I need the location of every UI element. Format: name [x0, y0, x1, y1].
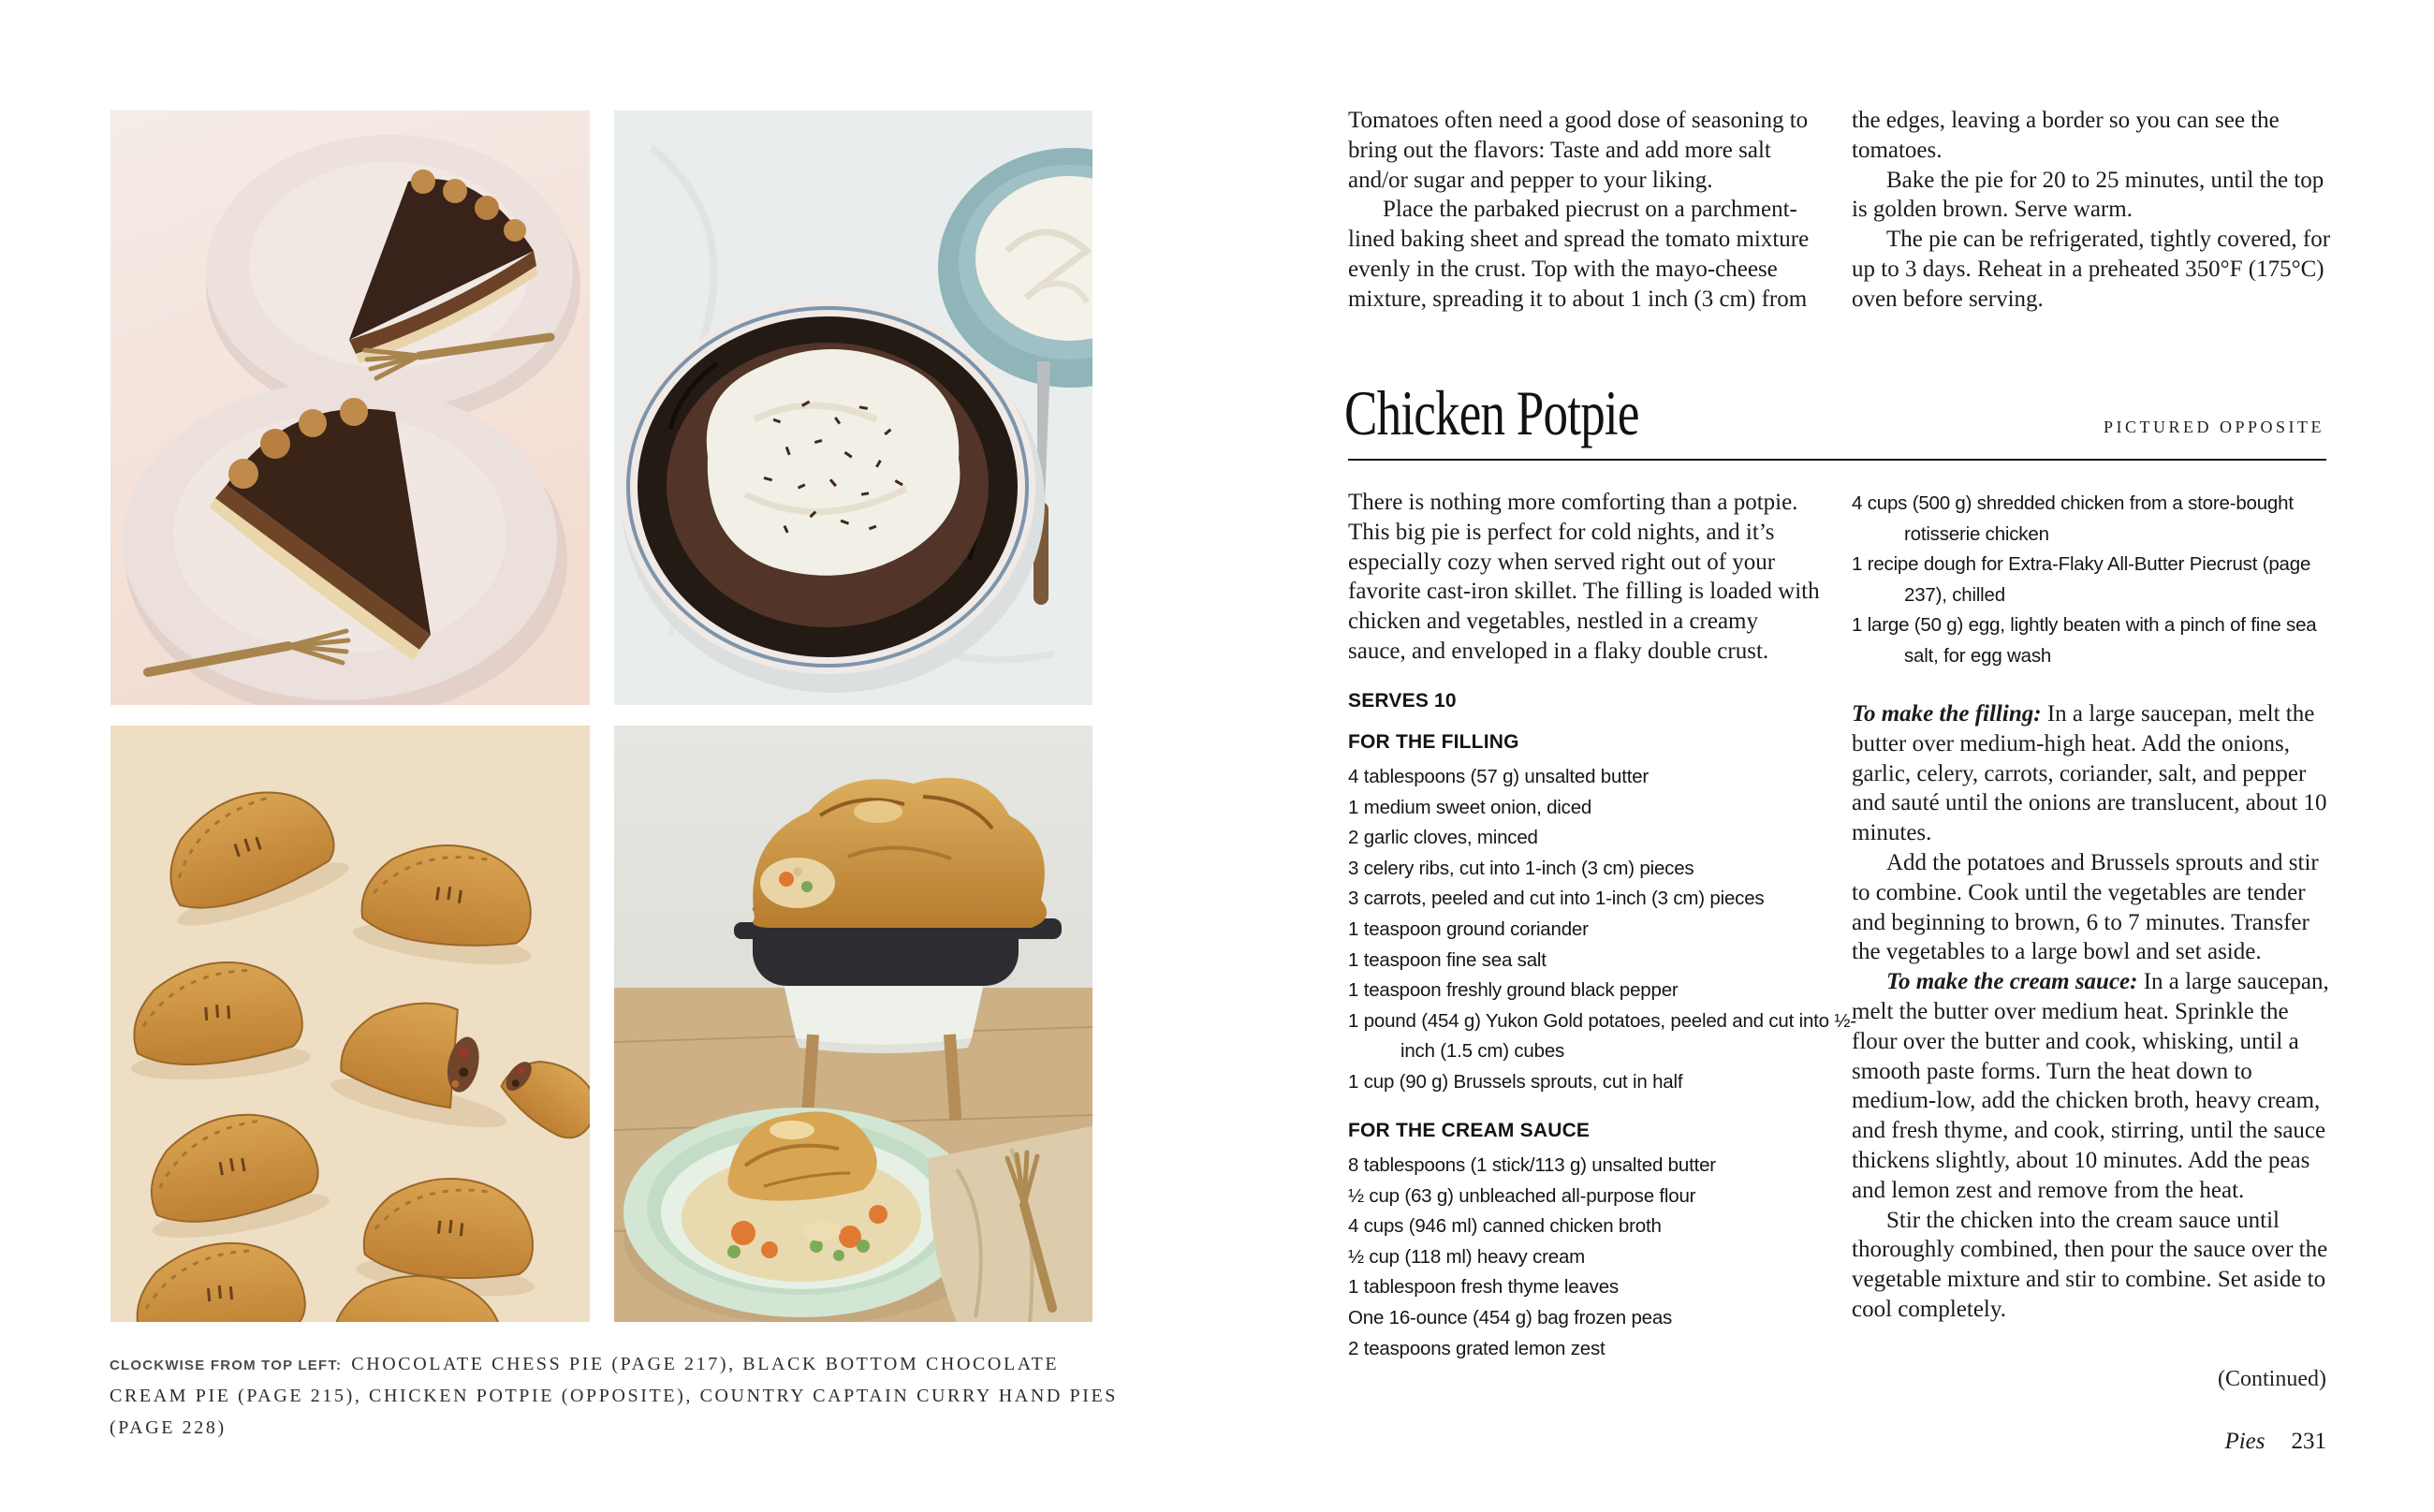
ingredient-item: ½ cup (63 g) unbleached all-purpose flour [1348, 1184, 1696, 1207]
photo-curry-hand-pies [110, 726, 590, 1322]
hand-pies-illustration [110, 726, 590, 1322]
method-steps [1852, 699, 2339, 1325]
ingredient-item: 1 medium sweet onion, diced [1348, 796, 1592, 818]
pie [620, 300, 1035, 674]
continued-note: (Continued) [2218, 1367, 2326, 1391]
serves-label: SERVES 10 [1348, 690, 1457, 712]
paragraph: Tomatoes often need a good dose of seasoning to bring out the flavors: Taste and add more salt and/or sugar and pepper to your liking. [1348, 108, 1809, 193]
caption-text: CHOCOLATE CHESS PIE (PAGE 217), BLACK BOTTOM CHOCOLATE CREAM PIE (PAGE 215), CHICKEN POTPIE (OPPOSITE), COUNTRY CAPTAIN CURRY HAND PIES (PAGE 228) [110, 1354, 1119, 1438]
ingredient-item: 1 teaspoon fine sea salt [1348, 948, 1547, 971]
ingredient-item: 1 cup (90 g) Brussels sprouts, cut in half [1348, 1070, 1683, 1093]
ingredient-item: 1 tablespoon fresh thyme leaves [1348, 1276, 1619, 1299]
step-paragraph [1852, 848, 2339, 967]
ingredient-list-filling [1348, 762, 1870, 1098]
ingredient-item: 8 tablespoons (1 stick/113 g) unsalted butter [1348, 1154, 1716, 1176]
continuation-column-1 [1348, 106, 1821, 315]
step-text: Stir the chicken into the cream sauce until thoroughly combined, then pour the sauce over the vegetable mixture and stir to combine. Set aside to cool completely. [1852, 1207, 2328, 1322]
ingredient-item: 3 celery ribs, cut into 1-inch (3 cm) pieces [1348, 857, 1694, 879]
caption-lead: CLOCKWISE FROM TOP LEFT: [110, 1358, 343, 1373]
pictured-note: PICTURED OPPOSITE [2103, 418, 2324, 436]
potpie-illustration [614, 726, 1092, 1322]
ingredient-list-col2 [1852, 489, 2339, 672]
ingredient-item: One 16-ounce (454 g) bag frozen peas [1348, 1306, 1673, 1329]
footer-page-number: 231 [2291, 1429, 2326, 1454]
section-header-filling: FOR THE FILLING [1348, 731, 1519, 753]
footer-section-name: Pies [2224, 1429, 2265, 1454]
ingredient-item: 1 large (50 g) egg, lightly beaten with a pinch of fine sea salt, for egg wash [1852, 614, 2317, 667]
paragraph: the edges, leaving a border so you can see the tomatoes. [1852, 108, 2280, 163]
cream-pie-illustration [614, 110, 1092, 705]
section-header-cream-sauce: FOR THE CREAM SAUCE [1348, 1120, 1591, 1141]
step-paragraph [1852, 967, 2339, 1205]
step-text: In a large saucepan, melt the butter over medium heat. Sprinkle the flour over the butter and cook, whisking, until a smooth paste forms. Turn the heat down to medium-low, add the chicken broth, heavy cream, and fresh thyme, and cook, stirring, until the sauce thickens slightly, about 10 minutes. Add the peas and lemon zest and remove from the heat. [1852, 969, 2329, 1203]
ingredient-item: 3 carrots, peeled and cut into 1-inch (3 cm) pieces [1348, 888, 1765, 910]
step-paragraph [1852, 699, 2339, 848]
step-lead: To make the filling: [1852, 701, 2042, 727]
photo-chocolate-chess-pie [110, 110, 590, 705]
ingredient-item: 4 cups (946 ml) canned chicken broth [1348, 1215, 1662, 1238]
paragraph: Place the parbaked piecrust on a parchment-lined baking sheet and spread the tomato mixture evenly in the crust. Top with the mayo-cheese mixture, spreading it to about 1 inch (3 cm) from [1348, 197, 1810, 312]
ingredient-item: 4 cups (500 g) shredded chicken from a store-bought rotisserie chicken [1852, 492, 2294, 545]
napkin [929, 1126, 1092, 1322]
photo-caption [110, 1349, 1132, 1445]
step-paragraph [1852, 1206, 2339, 1325]
ingredient-item: 2 teaspoons grated lemon zest [1348, 1337, 1606, 1359]
recipe-intro [1348, 488, 1821, 667]
step-lead: To make the cream sauce: [1886, 969, 2138, 995]
title-rule [1348, 459, 2326, 461]
serving-bowl [623, 1108, 979, 1317]
paragraph: Bake the pie for 20 to 25 minutes, until the top is golden brown. Serve warm. [1852, 167, 2324, 223]
ingredient-item: 1 teaspoon ground coriander [1348, 917, 1589, 940]
photo-chicken-potpie [614, 726, 1092, 1322]
photo-black-bottom-chocolate-cream-pie [614, 110, 1092, 705]
recipe-title: Chicken Potpie [1344, 377, 1639, 448]
chess-pie-illustration [110, 110, 590, 705]
step-text: In a large saucepan, melt the butter over medium-high heat. Add the onions, garlic, celery, carrots, coriander, salt, and pepper and sauté until the onions are translucent, about 10 minutes. [1852, 701, 2327, 846]
step-text: Add the potatoes and Brussels sprouts and stir to combine. Cook until the vegetables are tender and beginning to brown, 6 to 7 minutes. Transfer the vegetables to a large bowl and set aside. [1852, 849, 2319, 965]
intro-paragraph: There is nothing more comforting than a potpie. This big pie is perfect for cold nights, and it’s especially cozy when served right out of your favorite cast-iron skillet. The filling is loaded with chicken and vegetables, nestled in a creamy sauce, and enveloped in a flaky double crust. [1348, 490, 1820, 664]
ingredient-item: 1 recipe dough for Extra-Flaky All-Butter Piecrust (page 237), chilled [1852, 553, 2311, 606]
paragraph: The pie can be refrigerated, tightly covered, for up to 3 days. Reheat in a preheated 350°F (175°C) oven before serving. [1852, 227, 2331, 312]
ingredient-item: 1 pound (454 g) Yukon Gold potatoes, peeled and cut into ½-inch (1.5 cm) cubes [1348, 1009, 1856, 1063]
ingredient-item: 2 garlic cloves, minced [1348, 827, 1538, 849]
ingredient-item: ½ cup (118 ml) heavy cream [1348, 1245, 1586, 1268]
ingredient-item: 1 teaspoon freshly ground black pepper [1348, 979, 1679, 1002]
ingredient-item: 4 tablespoons (57 g) unsalted butter [1348, 766, 1650, 787]
continuation-column-2 [1852, 106, 2339, 315]
page-footer [1852, 1429, 2326, 1455]
ingredient-list-cream-sauce [1348, 1151, 1870, 1364]
